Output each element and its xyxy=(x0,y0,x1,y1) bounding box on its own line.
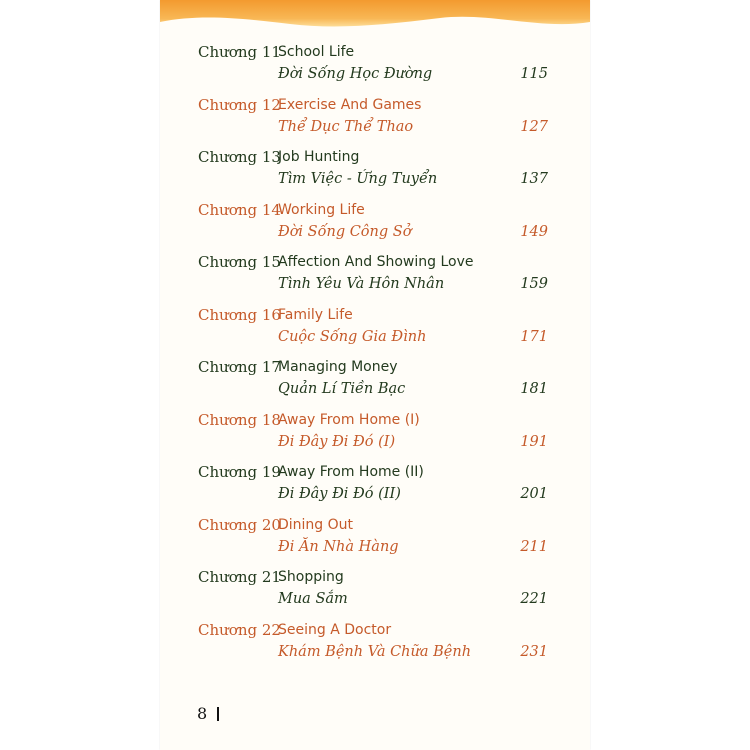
toc-entry xyxy=(198,95,548,148)
chapter-label: Chương 15 xyxy=(198,253,281,271)
toc-entry xyxy=(198,357,548,410)
chapter-page-number: 231 xyxy=(520,643,548,660)
english-title: Family Life xyxy=(278,306,353,323)
vietnamese-title: Đi Đây Đi Đó (I) xyxy=(278,433,396,450)
english-title: Exercise And Games xyxy=(278,96,422,113)
chapter-label: Chương 14 xyxy=(198,200,281,219)
toc-entry xyxy=(198,462,548,515)
english-title: School Life xyxy=(278,44,355,60)
chapter-label: Chương 13 xyxy=(198,148,281,166)
chapter-page-number: 137 xyxy=(520,171,548,187)
chapter-label: Chương 21 xyxy=(198,568,281,586)
chapter-label: Chương 22 xyxy=(198,620,281,639)
vietnamese-title: Đi Đây Đi Đó (II) xyxy=(278,486,401,502)
chapter-label: Chương 18 xyxy=(198,410,281,429)
chapter-page-number: 159 xyxy=(520,276,548,292)
toc-entry xyxy=(198,567,548,620)
english-title: Job Hunting xyxy=(278,149,360,165)
vietnamese-title: Khám Bệnh Và Chữa Bệnh xyxy=(278,643,472,660)
english-title: Seeing A Doctor xyxy=(278,621,392,638)
vietnamese-title: Quản Lí Tiền Bạc xyxy=(278,381,406,397)
vietnamese-title: Mua Sắm xyxy=(278,591,348,607)
toc-entry xyxy=(198,252,548,305)
page-number: 8 xyxy=(197,704,208,723)
vietnamese-title: Tình Yêu Và Hôn Nhân xyxy=(278,276,445,292)
vietnamese-title: Cuộc Sống Gia Đình xyxy=(278,328,427,345)
english-title: Dining Out xyxy=(278,516,354,533)
toc-entry xyxy=(198,42,548,95)
toc-entry xyxy=(198,305,548,358)
vietnamese-title: Đi Ăn Nhà Hàng xyxy=(278,538,399,555)
vietnamese-title: Đời Sống Công Sở xyxy=(278,223,412,240)
toc-entry xyxy=(198,620,548,673)
vietnamese-title: Tìm Việc - Ứng Tuyển xyxy=(278,171,438,187)
chapter-page-number: 115 xyxy=(520,66,548,82)
english-title: Affection And Showing Love xyxy=(278,254,474,270)
english-title: Managing Money xyxy=(278,359,398,375)
english-title: Shopping xyxy=(278,569,344,585)
toc-entry xyxy=(198,410,548,463)
chapter-page-number: 221 xyxy=(520,591,548,607)
book-page xyxy=(160,0,590,750)
toc-entry xyxy=(198,147,548,200)
toc-entry xyxy=(198,515,548,568)
chapter-label: Chương 17 xyxy=(198,358,281,376)
chapter-page-number: 171 xyxy=(520,328,548,345)
chapter-page-number: 201 xyxy=(520,486,548,502)
chapter-label: Chương 12 xyxy=(198,95,281,114)
toc-entry xyxy=(198,200,548,253)
chapter-label: Chương 16 xyxy=(198,305,281,324)
english-title: Away From Home (I) xyxy=(278,411,420,428)
table-of-contents xyxy=(198,42,548,672)
chapter-label: Chương 20 xyxy=(198,515,281,534)
english-title: Away From Home (II) xyxy=(278,464,424,480)
chapter-page-number: 191 xyxy=(520,433,548,450)
chapter-page-number: 211 xyxy=(520,538,548,555)
chapter-label: Chương 11 xyxy=(198,43,281,61)
chapter-page-number: 127 xyxy=(520,118,548,135)
vietnamese-title: Thể Dục Thể Thao xyxy=(278,118,414,135)
vietnamese-title: Đời Sống Học Đường xyxy=(278,66,433,82)
chapter-label: Chương 19 xyxy=(198,463,281,481)
header-wave-decoration xyxy=(160,0,590,34)
page-number-divider xyxy=(217,707,219,721)
chapter-page-number: 181 xyxy=(520,381,548,397)
english-title: Working Life xyxy=(278,201,365,218)
chapter-page-number: 149 xyxy=(520,223,548,240)
